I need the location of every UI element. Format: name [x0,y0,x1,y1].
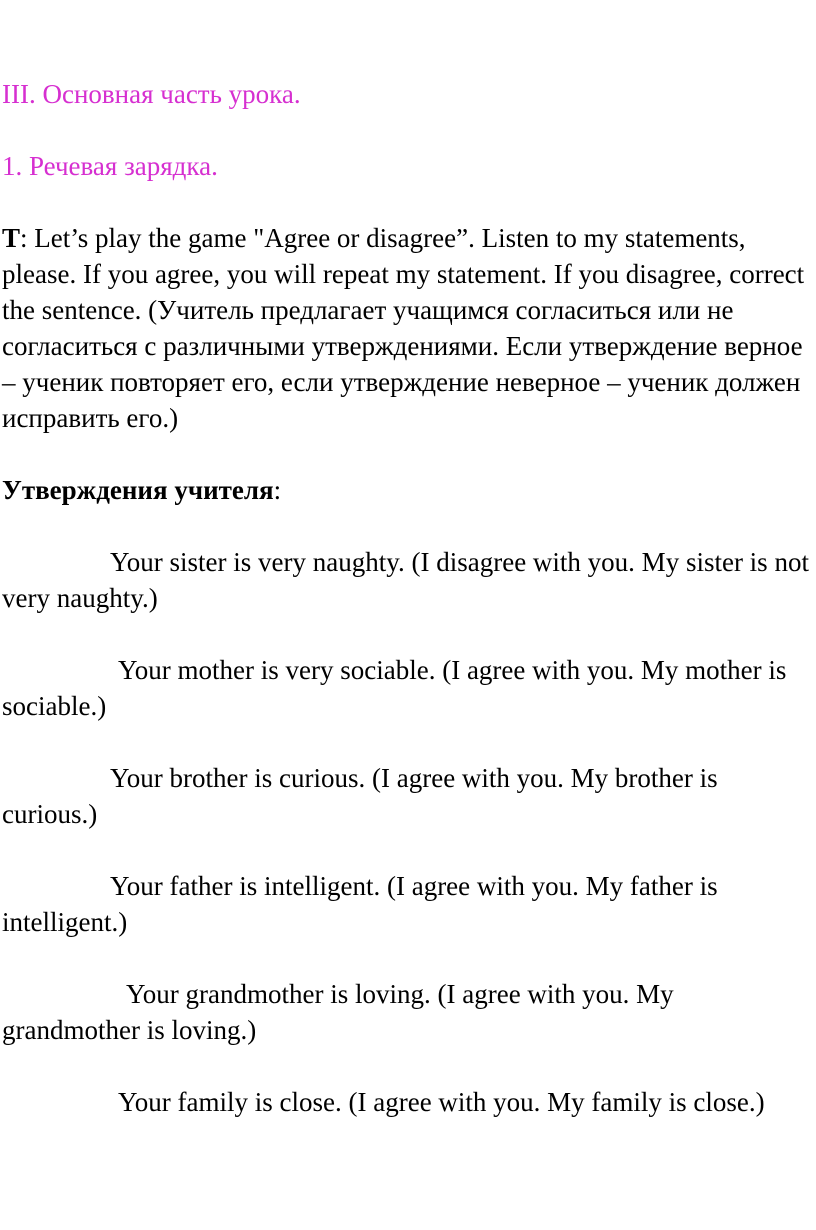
statement-text: Your sister is very naughty. (I disagree with you. My sister is not very naughty.) [2,547,809,613]
statement-text: Your brother is curious. (I agree with you. My brother is curious.) [2,763,718,829]
statement-item [2,652,814,724]
subsection-heading: 1. Речевая зарядка. [2,151,218,181]
statement-item [2,1084,814,1120]
statement-text: Your father is intelligent. (I agree with you. My father is intelligent.) [2,871,718,937]
statement-item [2,760,814,832]
teacher-instruction-text: : Let’s play the game "Agree or disagree”. Listen to my statements, please. If you agree, you will repeat my statement. If you disagree, correct the sentence. (Учитель предлагает учащимся согласиться или не согласиться с различными утверждениями. Если утверждение верное – ученик повторяет его, если утверждение неверное – ученик должен исправить его.) [2,223,805,433]
statement-item [2,544,814,616]
teacher-instruction [2,220,814,436]
teacher-speaker-label: T [2,223,21,253]
statement-text: Your mother is very sociable. (I agree with you. My mother is sociable.) [2,655,787,721]
statements-heading: Утверждения учителя [2,475,274,505]
statement-item [2,976,814,1048]
statement-text: Your grandmother is loving. (I agree with you. My grandmother is loving.) [2,979,674,1045]
statement-text: Your family is close. (I agree with you. My family is close.) [118,1087,765,1117]
statements-heading-colon: : [273,475,282,505]
section-heading: III. Основная часть урока. [2,79,301,109]
statements-heading-line [2,472,814,508]
statement-item [2,868,814,940]
document-page [2,76,814,1120]
